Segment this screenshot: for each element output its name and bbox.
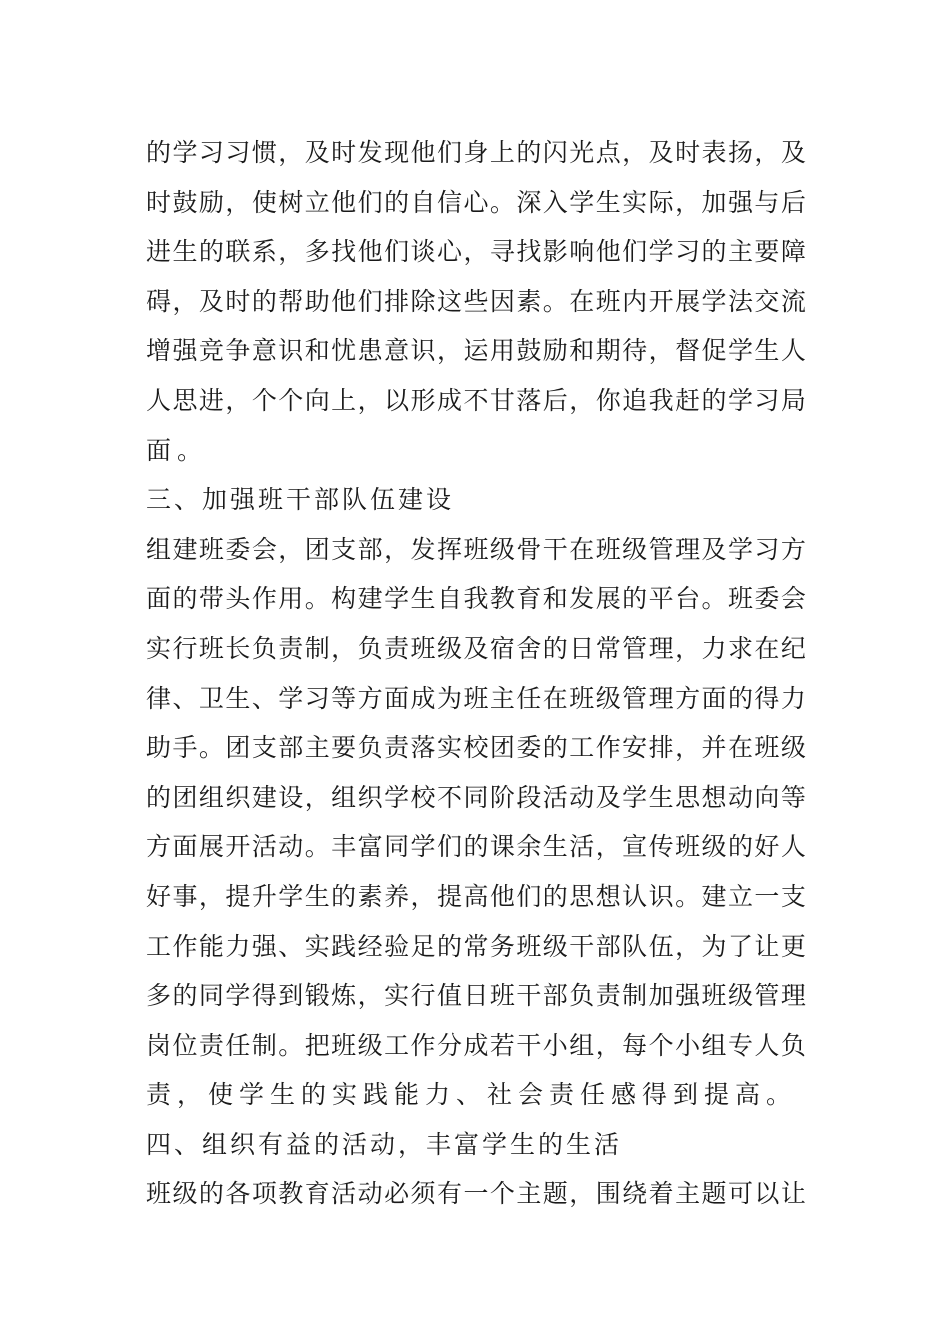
text-line: 的 团 组 织 建 设 ， 组 织 学 校 不 同 阶 段 活 动 及 学 生 思 想 动 向 等 (146, 782, 806, 812)
text-line: 面 的 带 头 作 用 。 构 建 学 生 自 我 教 育 和 发 展 的 平 台 。 班 委 会 (146, 584, 806, 614)
text-line: 工 作 能 力 强 、 实 践 经 验 足 的 常 务 班 级 干 部 队 伍 ， 为 了 让 更 (146, 931, 806, 961)
text-line: 碍 ， 及 时 的 帮 助 他 们 排 除 这 些 因 素 。 在 班 内 开 展 学 法 交 流 (146, 286, 806, 316)
text-line: 多 的 同 学 得 到 锻 炼 ， 实 行 值 日 班 干 部 负 责 制 加 强 班 级 管 理 (146, 981, 806, 1011)
text-line: 班 级 的 各 项 教 育 活 动 必 须 有 一 个 主 题 ， 围 绕 着 主 题 可 以 让 (146, 1179, 806, 1209)
text-line: 责，使学生的实践能力、社会责任感得到提高。 (146, 1080, 798, 1110)
text-line: 岗 位 责 任 制 。 把 班 级 工 作 分 成 若 干 小 组 ， 每 个 小 组 专 人 负 (146, 1030, 806, 1060)
text-line: 时 鼓 励 ， 使 树 立 他 们 的 自 信 心 。 深 入 学 生 实 际 ， 加 强 与 后 (146, 187, 806, 217)
section-heading: 四、组织有益的活动，丰富学生的生活 (146, 1129, 623, 1159)
document-body (146, 128, 806, 1219)
text-line: 增 强 竞 争 意 识 和 忧 患 意 识 ， 运 用 鼓 励 和 期 待 ， 督 促 学 生 人 (146, 336, 806, 366)
text-line: 进 生 的 联 系 ， 多 找 他 们 谈 心 ， 寻 找 影 响 他 们 学 习 的 主 要 障 (146, 237, 806, 267)
text-line: 人 思 进 ， 个 个 向 上 ， 以 形 成 不 甘 落 后 ， 你 追 我 赶 的 学 习 局 (146, 385, 806, 415)
text-line: 方 面 展 开 活 动 。 丰 富 同 学 们 的 课 余 生 活 ， 宣 传 班 级 的 好 人 (146, 832, 806, 862)
text-line: 的 学 习 习 惯 ， 及 时 发 现 他 们 身 上 的 闪 光 点 ， 及 时 表 扬 ， 及 (146, 138, 806, 167)
text-line: 实 行 班 长 负 责 制 ， 负 责 班 级 及 宿 舍 的 日 常 管 理 ， 力 求 在 纪 (146, 633, 806, 663)
text-line: 组 建 班 委 会 ， 团 支 部 ， 发 挥 班 级 骨 干 在 班 级 管 理 及 学 习 方 (146, 534, 806, 564)
text-line: 律 、 卫 生 、 学 习 等 方 面 成 为 班 主 任 在 班 级 管 理 方 面 的 得 力 (146, 683, 806, 713)
text-line: 好 事 ， 提 升 学 生 的 素 养 ， 提 高 他 们 的 思 想 认 识 。 建 立 一 支 (146, 881, 806, 911)
section-heading: 三、加强班干部队伍建设 (146, 485, 455, 515)
text-line: 面。 (146, 435, 209, 465)
text-line: 助 手 。 团 支 部 主 要 负 责 落 实 校 团 委 的 工 作 安 排 ， 并 在 班 级 (146, 733, 806, 763)
